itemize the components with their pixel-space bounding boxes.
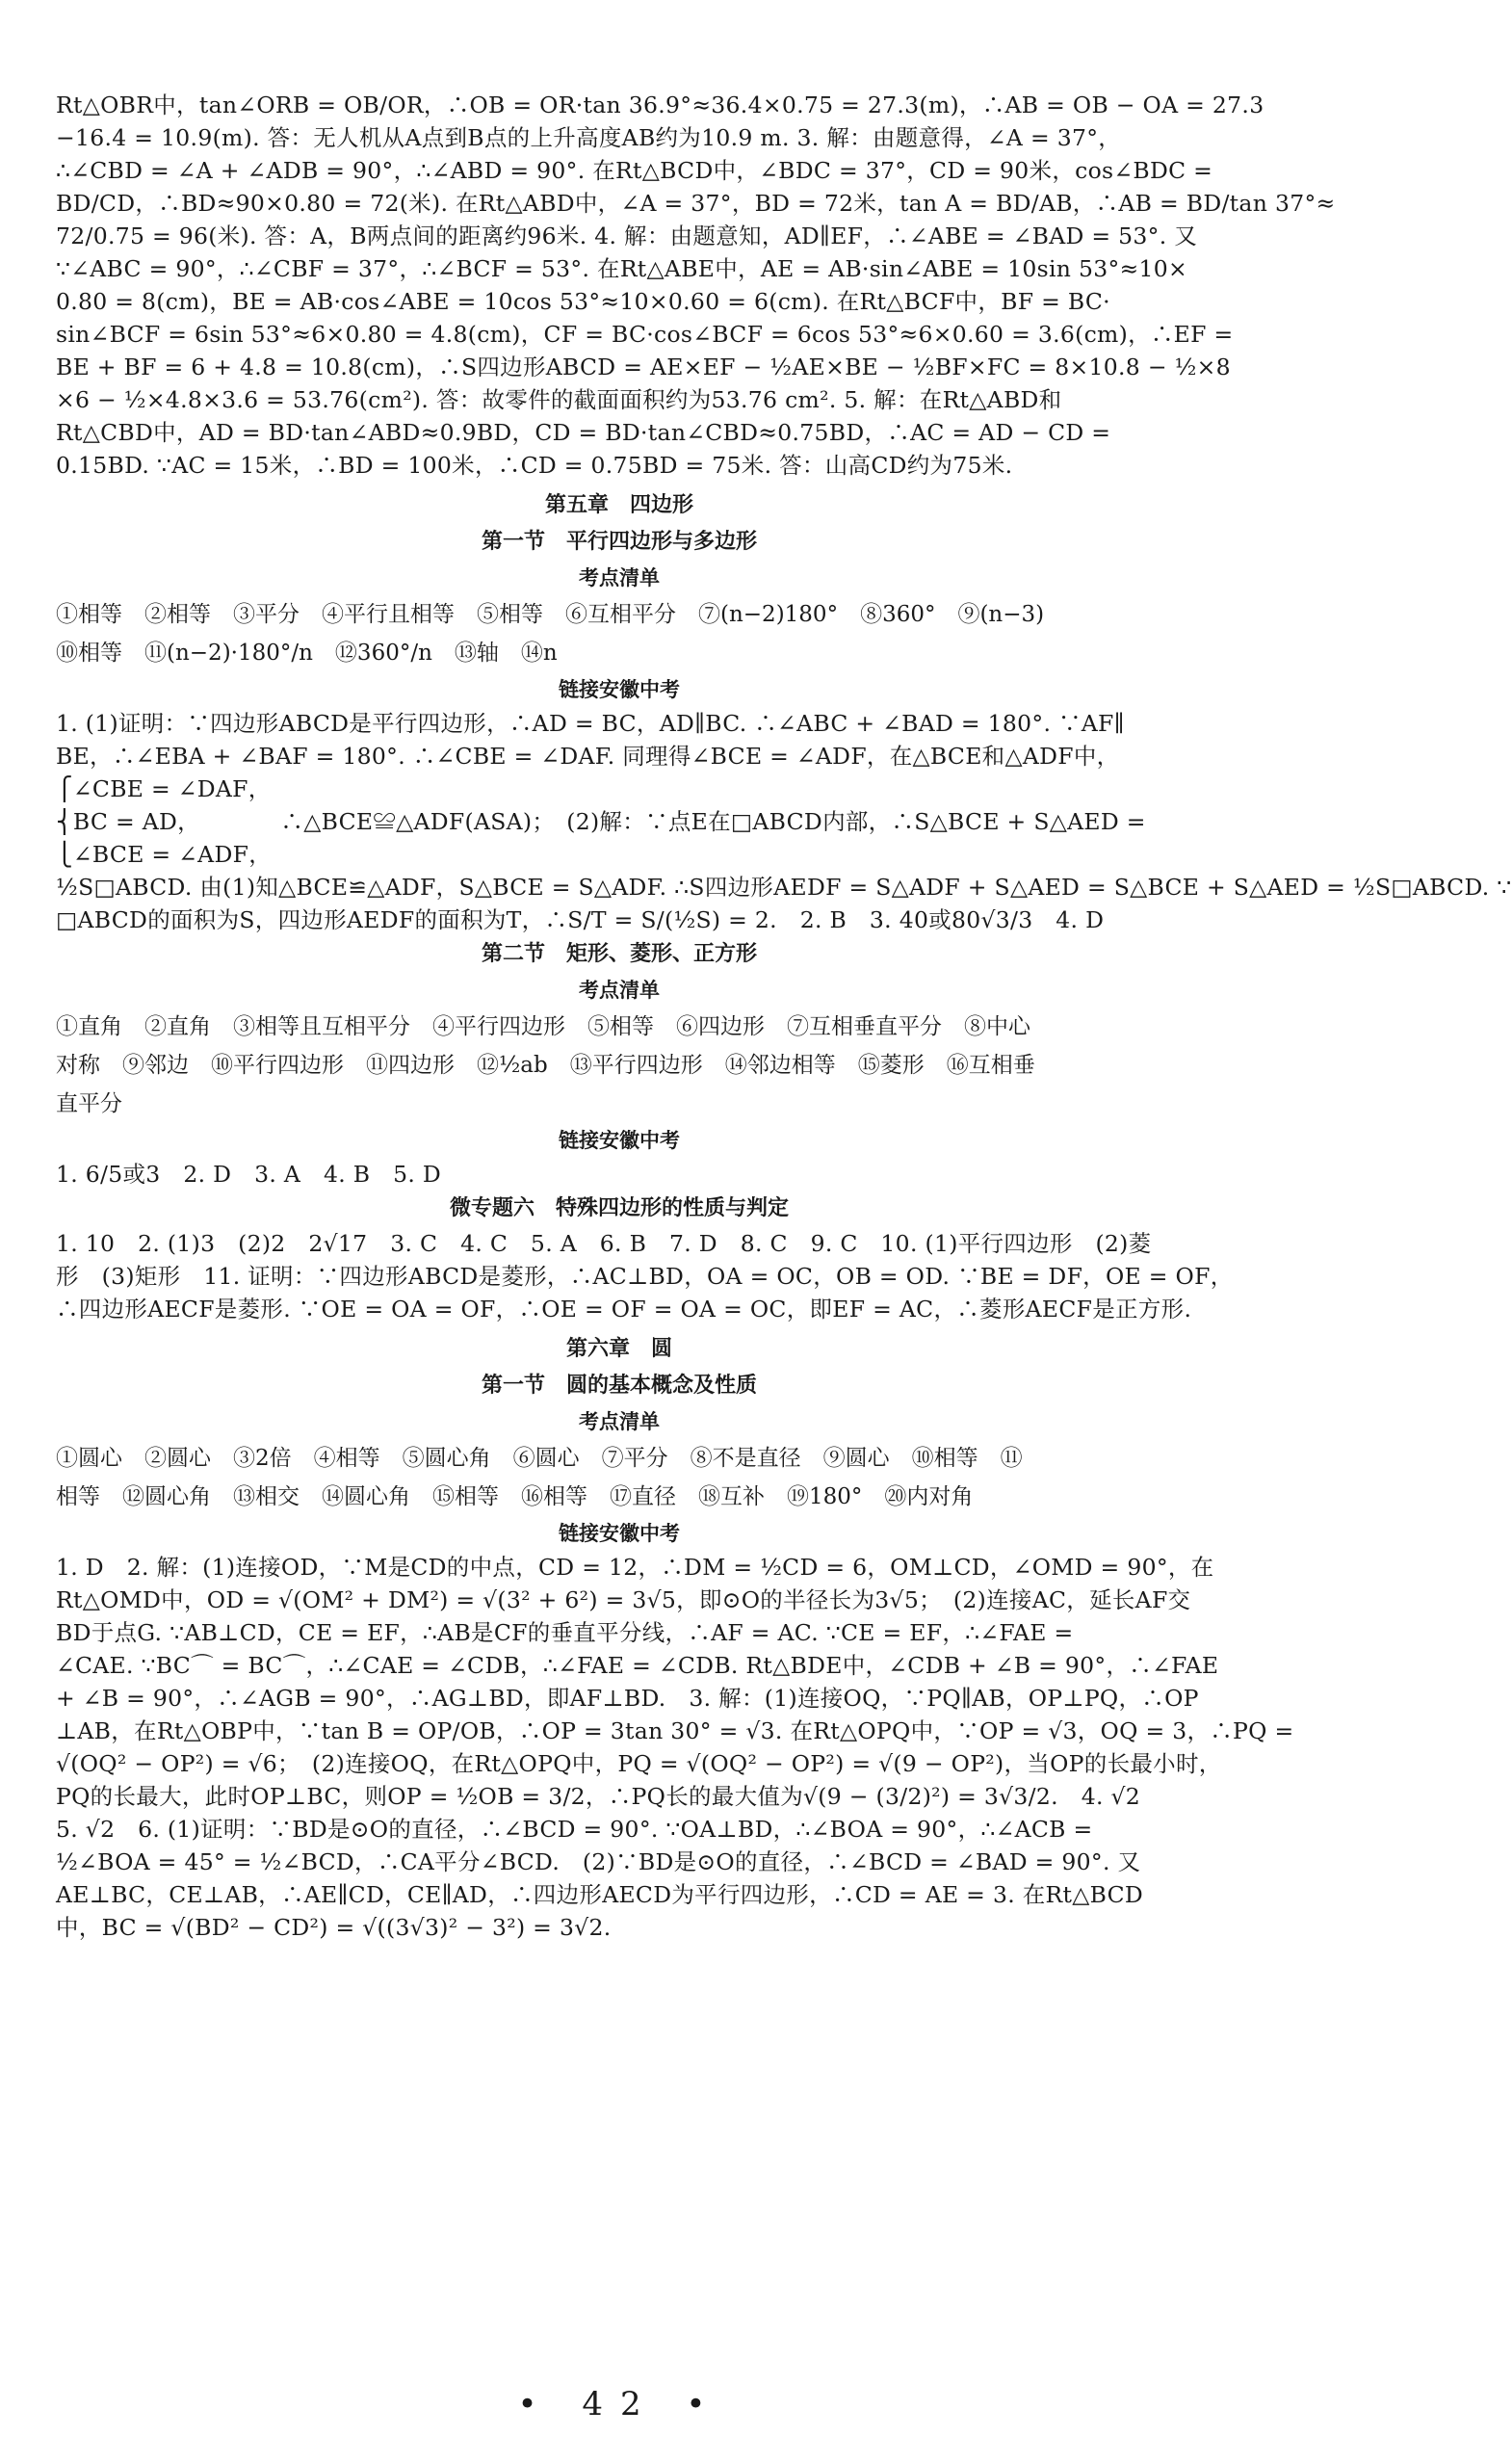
section-title: 第一节 平行四边形与多边形 — [481, 530, 757, 554]
text-line: ⎧∠CBE = ∠DAF， — [56, 775, 272, 802]
text-line: AE⊥BC，CE⊥AB，∴AE∥CD，CE∥AD，∴四边形AECD为平行四边形，∴CD = AE = 3. 在Rt△BCD — [56, 1881, 1144, 1908]
chapter4-continued — [56, 89, 1336, 482]
subsection-title: 链接安徽中考 — [559, 1129, 680, 1152]
text-line: −16.4 = 10.9(m). 答：无人机从A点到B点的上升高度AB约为10.9 m. 3. 解：由题意得，∠A = 37°， — [56, 124, 1122, 151]
text-line: ½S□ABCD. 由(1)知△BCE≌△ADF，S△BCE = S△ADF. ∴S四边形AEDF = S△ADF + S△AED = S△BCE + S△AED = ½S□ABCD. ∵ — [56, 874, 1512, 901]
text-line: □ABCD的面积为S，四边形AEDF的面积为T，∴S/T = S/(½S) = 2. 2. B 3. 40或80√3/3 4. D — [56, 906, 1105, 933]
section-title: 微专题六 特殊四边形的性质与判定 — [449, 1196, 789, 1220]
text-line: ⎩∠BCE = ∠ADF， — [56, 841, 272, 868]
text-line: 形 (3)矩形 11. 证明：∵四边形ABCD是菱形，∴AC⊥BD，OA = OC，OB = OD. ∵BE = DF，OE = OF， — [56, 1263, 1234, 1290]
text-line: ∠CAE. ∵BC⌒ = BC⌒，∴∠CAE = ∠CDB，∴∠FAE = ∠CDB. Rt△BDE中，∠CDB + ∠B = 90°，∴∠FAE — [56, 1652, 1219, 1679]
text-line: √(OQ² − OP²) = √6； (2)连接OQ，在Rt△OPQ中，PQ = √(OQ² − OP²) = √(9 − OP²)，当OP的长最小时， — [56, 1750, 1222, 1777]
answer-list-line: 相等 ⑫圆心角 ⑬相交 ⑭圆心角 ⑮相等 ⑯相等 ⑰直径 ⑱互补 ⑲180° ⑳内对角 — [56, 1484, 974, 1509]
answer-list-line: 直平分 — [56, 1091, 122, 1116]
text-line: Rt△OMD中，OD = √(OM² + DM²) = √(3² + 6²) = 3√5，即⊙O的半径长为3√5； (2)连接AC，延长AF交 — [56, 1586, 1191, 1613]
text-line: BE，∴∠EBA + ∠BAF = 180°. ∴∠CBE = ∠DAF. 同理得∠BCE = ∠ADF，在△BCE和△ADF中， — [56, 743, 1120, 770]
text-line: ∵∠ABC = 90°，∴∠CBF = 37°，∴∠BCF = 53°. 在Rt△ABE中，AE = AB·sin∠ABE = 10sin 53°≈10× — [56, 255, 1188, 282]
chapter-title: 第五章 四边形 — [544, 493, 693, 517]
answer-list-line: 对称 ⑨邻边 ⑩平行四边形 ⑪四边形 ⑫½ab ⑬平行四边形 ⑭邻边相等 ⑮菱形 ⑯互相垂 — [56, 1053, 1035, 1078]
section-title: 第二节 矩形、菱形、正方形 — [481, 942, 757, 966]
answer-list-line: ⑩相等 ⑪(n−2)·180°/n ⑫360°/n ⑬轴 ⑭n — [56, 641, 558, 666]
text-line: ∴∠CBD = ∠A + ∠ADB = 90°，∴∠ABD = 90°. 在Rt△BCD中，∠BDC = 37°，CD = 90米，cos∠BDC = — [56, 157, 1213, 184]
text-line: 0.80 = 8(cm)，BE = AB·cos∠ABE = 10cos 53°≈10×0.60 = 6(cm). 在Rt△BCF中，BF = BC· — [56, 288, 1110, 315]
text-line: 1. (1)证明：∵四边形ABCD是平行四边形，∴AD = BC，AD∥BC. ∴∠ABC + ∠BAD = 180°. ∵AF∥ — [56, 710, 1125, 737]
text-line: 72/0.75 = 96(米). 答：A，B两点间的距离约96米. 4. 解：由题意知，AD∥EF，∴∠ABE = ∠BAD = 53°. 又 — [56, 223, 1198, 249]
text-line: ×6 − ½×4.8×3.6 = 53.76(cm²). 答：故零件的截面面积约为53.76 cm². 5. 解：在Rt△ABD和 — [56, 386, 1062, 413]
text-line: 1. 10 2. (1)3 (2)2 2√17 3. C 4. C 5. A 6. B 7. D 8. C 9. C 10. (1)平行四边形 (2)菱 — [56, 1230, 1152, 1257]
answer-list-line: ①相等 ②相等 ③平分 ④平行且相等 ⑤相等 ⑥互相平分 ⑦(n−2)180° ⑧360° ⑨(n−3) — [56, 602, 1045, 627]
text-line: ½∠BOA = 45° = ½∠BCD，∴CA平分∠BCD. (2)∵BD是⊙O的直径，∴∠BCD = ∠BAD = 90°. 又 — [56, 1848, 1141, 1875]
subsection-title: 链接安徽中考 — [559, 678, 680, 701]
text-line: Rt△OBR中，tan∠ORB = OB/OR，∴OB = OR·tan 36.9°≈36.4×0.75 = 27.3(m)，∴AB = OB − OA = 27.3 — [56, 92, 1264, 118]
subsection-title: 考点清单 — [579, 566, 660, 589]
text-line: 5. √2 6. (1)证明：∵BD是⊙O的直径，∴∠BCD = 90°. ∵OA⊥BD，∴∠BOA = 90°，∴∠ACB = — [56, 1816, 1093, 1843]
answer-list-line: ①圆心 ②圆心 ③2倍 ④相等 ⑤圆心角 ⑥圆心 ⑦平分 ⑧不是直径 ⑨圆心 ⑩相等 ⑪ — [56, 1446, 1023, 1471]
text-line: ⎨BC = AD， ∴△BCE≌△ADF(ASA)； (2)解：∵点E在□ABCD内部，∴S△BCE + S△AED = — [56, 808, 1146, 835]
text-line: BD/CD，∴BD≈90×0.80 = 72(米). 在Rt△ABD中，∠A = 37°，BD = 72米，tan A = BD/AB，∴AB = BD/tan 37°≈ — [56, 190, 1336, 217]
text-line: ∴四边形AECF是菱形. ∵OE = OA = OF，∴OE = OF = OA = OC，即EF = AC，∴菱形AECF是正方形. — [56, 1296, 1192, 1323]
text-line: PQ的长最大，此时OP⊥BC，则OP = ½OB = 3/2，∴PQ长的最大值为√(9 − (3/2)²) = 3√3/2. 4. √2 — [56, 1783, 1141, 1810]
subsection-title: 考点清单 — [579, 979, 660, 1002]
section-title: 第一节 圆的基本概念及性质 — [481, 1374, 757, 1398]
text-line: sin∠BCF = 6sin 53°≈6×0.80 = 4.8(cm)，CF = BC·cos∠BCF = 6cos 53°≈6×0.60 = 3.6(cm)，∴EF = — [56, 321, 1234, 348]
text-line: 0.15BD. ∵AC = 15米，∴BD = 100米，∴CD = 0.75BD = 75米. 答：山高CD约为75米. — [56, 452, 1013, 479]
text-line: BD于点G. ∵AB⊥CD，CE = EF，∴AB是CF的垂直平分线，∴AF = AC. ∵CE = EF，∴∠FAE = — [56, 1619, 1074, 1646]
answer-list-line: ①直角 ②直角 ③相等且互相平分 ④平行四边形 ⑤相等 ⑥四边形 ⑦互相垂直平分 ⑧中心 — [56, 1014, 1030, 1039]
text-line: 1. 6/5或3 2. D 3. A 4. B 5. D — [56, 1161, 442, 1188]
chapter-title: 第六章 圆 — [565, 1337, 672, 1361]
text-line: 1. D 2. 解：(1)连接OD，∵M是CD的中点，CD = 12，∴DM = ½CD = 6，OM⊥CD，∠OMD = 90°，在 — [56, 1554, 1214, 1581]
subsection-title: 考点清单 — [579, 1410, 660, 1433]
subsection-title: 链接安徽中考 — [559, 1522, 680, 1545]
text-line: ⊥AB，在Rt△OBP中，∵tan B = OP/OB，∴OP = 3tan 30° = √3. 在Rt△OPQ中，∵OP = √3，OQ = 3，∴PQ = — [56, 1717, 1294, 1744]
text-line: 中，BC = √(BD² − CD²) = √((3√3)² − 3²) = 3√2. — [56, 1914, 612, 1941]
text-line: + ∠B = 90°，∴∠AGB = 90°，∴AG⊥BD，即AF⊥BD. 3. 解：(1)连接OQ，∵PQ∥AB，OP⊥PQ，∴OP — [56, 1685, 1199, 1712]
text-line: BE + BF = 6 + 4.8 = 10.8(cm)，∴S四边形ABCD = AE×EF − ½AE×BE − ½BF×FC = 8×10.8 − ½×8 — [56, 354, 1231, 380]
page-number: • 42 • — [517, 2385, 723, 2423]
text-line: Rt△CBD中，AD = BD·tan∠ABD≈0.9BD，CD = BD·tan∠CBD≈0.75BD，∴AC = AD − CD = — [56, 419, 1111, 446]
